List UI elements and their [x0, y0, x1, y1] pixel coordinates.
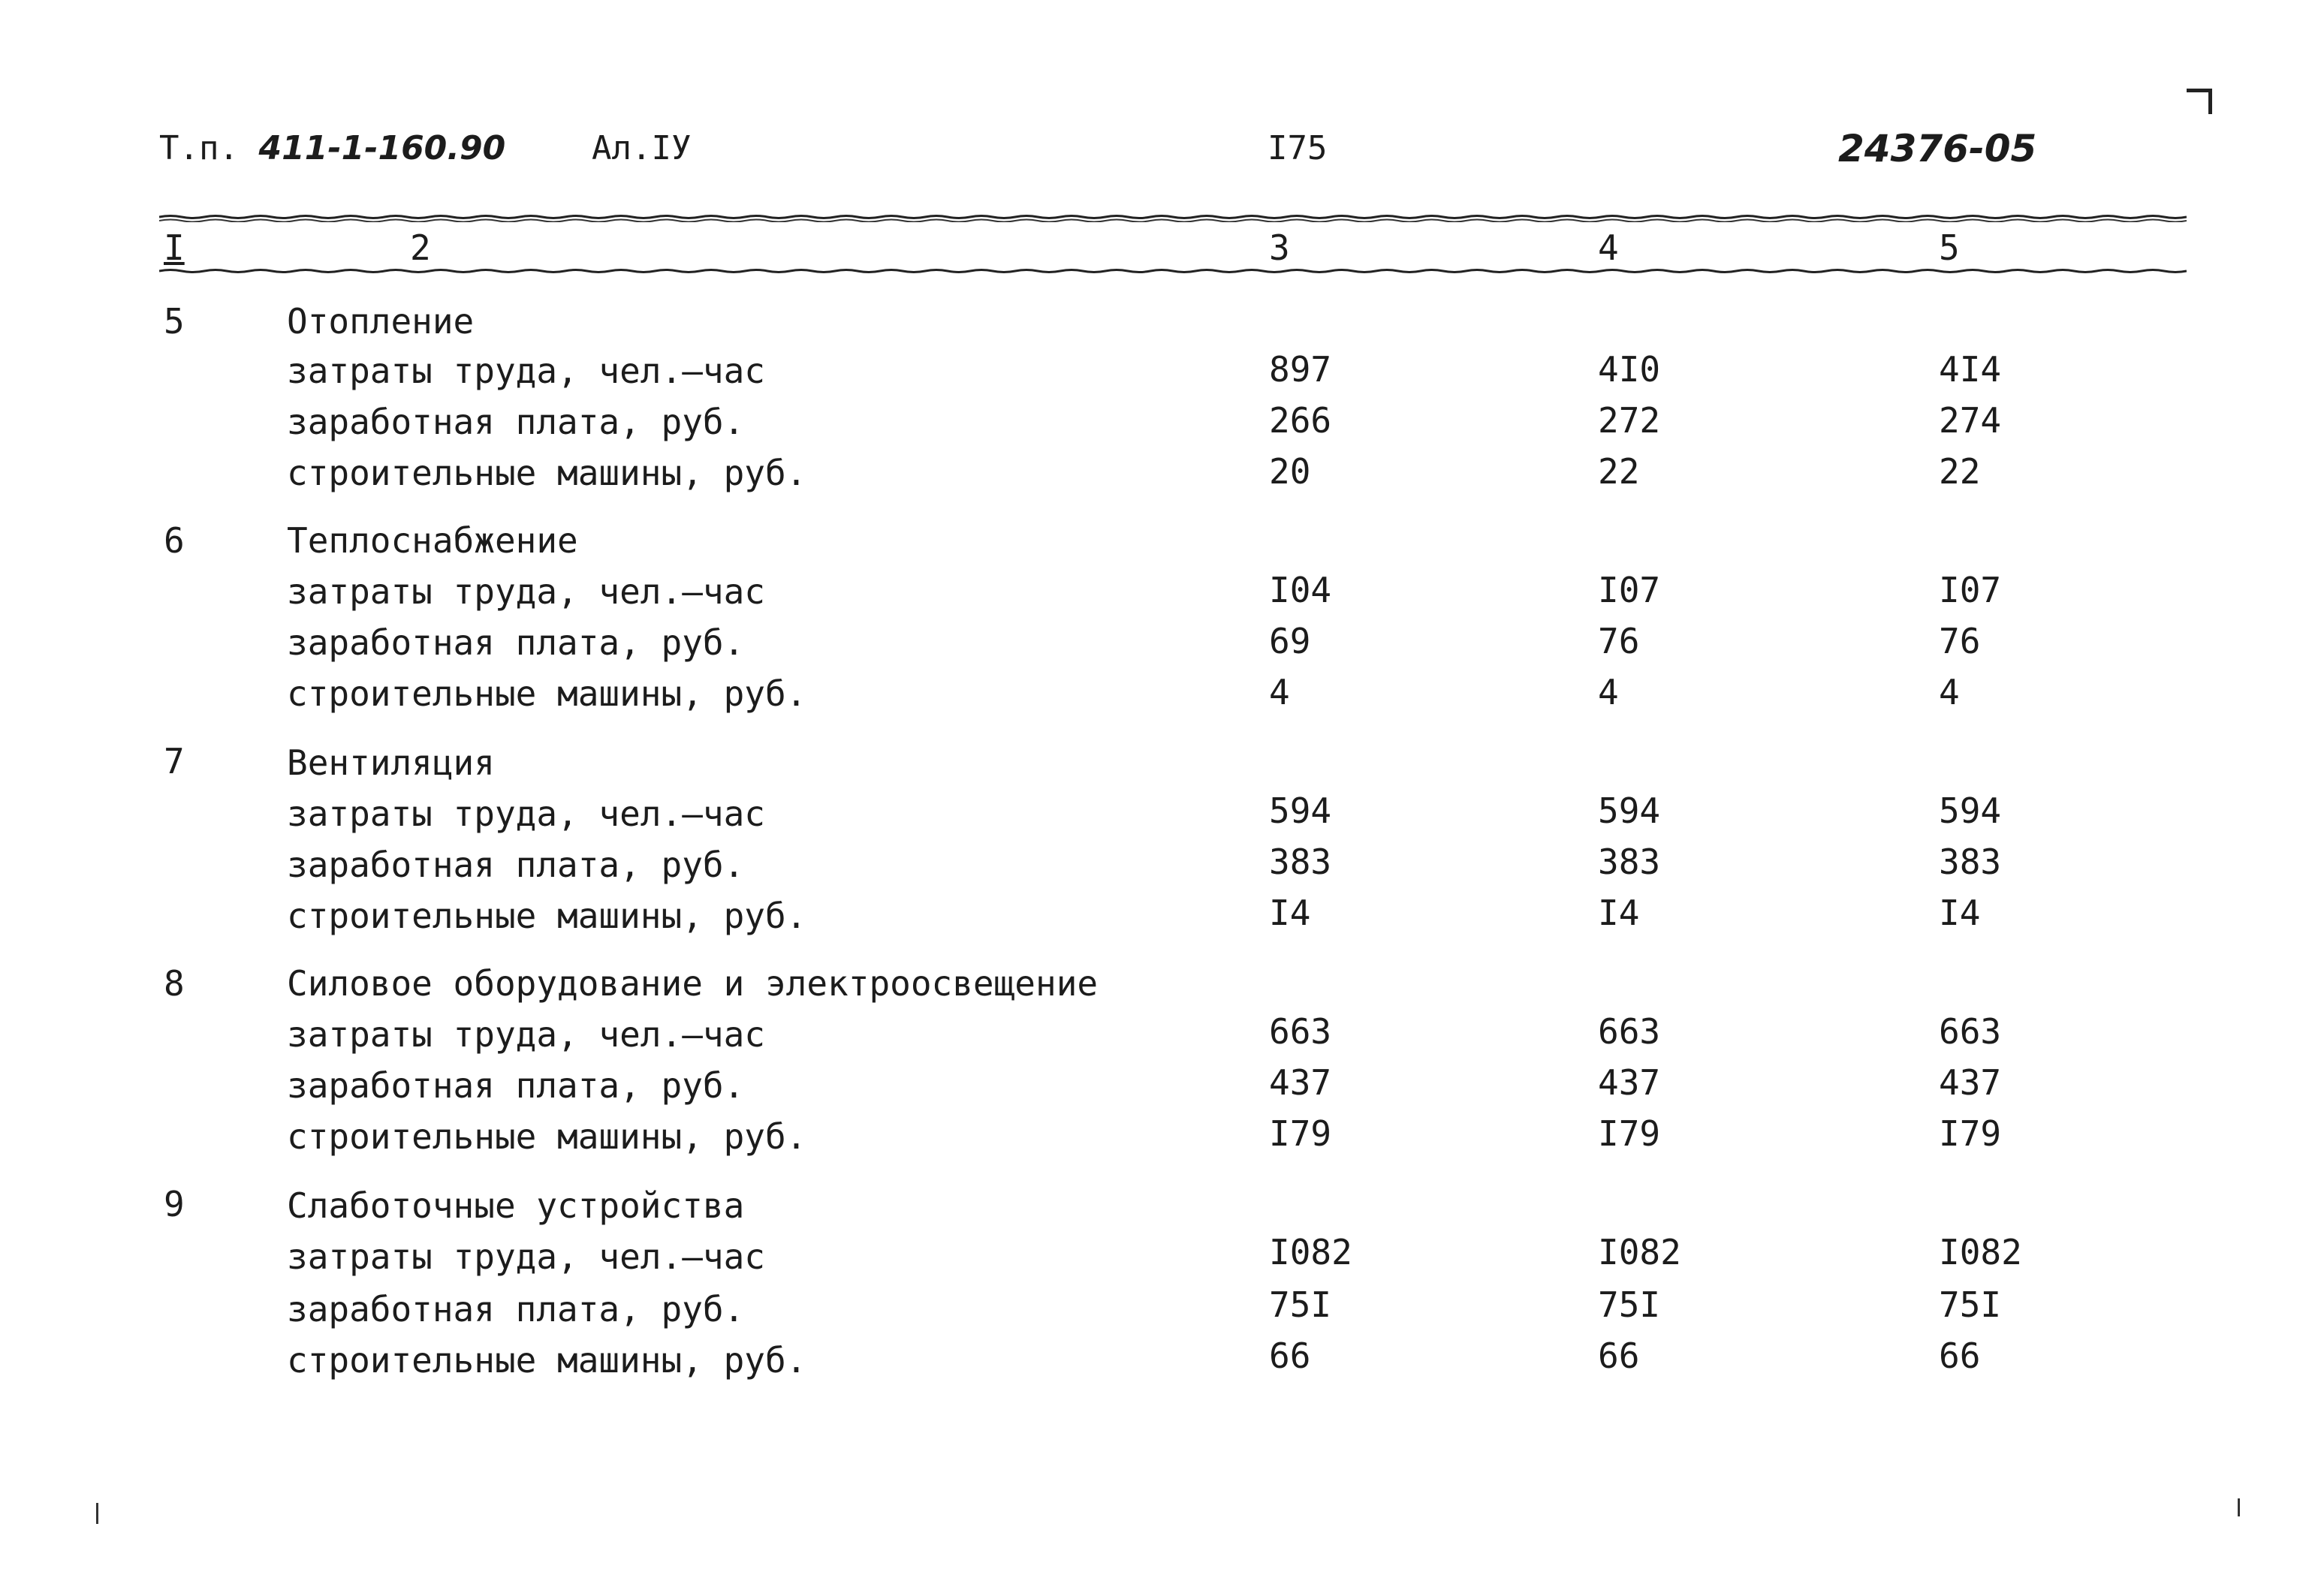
cell-col3: 437	[1269, 1062, 1332, 1103]
row-label: заработная плата, руб.	[287, 1289, 745, 1329]
cell-col3: I082	[1269, 1232, 1352, 1272]
row-label: затраты труда, чел.–час	[287, 571, 765, 612]
cell-col4: I07	[1598, 570, 1661, 610]
cell-col3: 383	[1269, 842, 1332, 882]
cell-col3: 4	[1269, 672, 1290, 712]
scan-mark-right	[2238, 1498, 2240, 1516]
row-label: строительные машины, руб.	[287, 673, 807, 714]
scan-mark-left	[96, 1503, 98, 1524]
cell-col4: 22	[1598, 451, 1640, 492]
row-label: заработная плата, руб.	[287, 845, 745, 885]
cell-col5: 594	[1939, 790, 2002, 831]
column-header-4: 4	[1598, 227, 1619, 268]
cell-col3: 75I	[1269, 1284, 1332, 1325]
cell-col4: 4	[1598, 672, 1619, 712]
cell-col3: I04	[1269, 570, 1332, 610]
album-label: Ал.IУ	[592, 129, 692, 167]
column-header-2: 2	[410, 227, 431, 268]
cell-col5: I082	[1939, 1232, 2022, 1272]
cell-col3: I79	[1269, 1113, 1332, 1154]
cell-col5: I4	[1939, 893, 1981, 933]
doc-code-handwritten: 411-1-160.90	[258, 129, 506, 167]
cell-col4: 663	[1598, 1011, 1661, 1052]
table-header-rule	[159, 267, 2187, 275]
cell-col3: 897	[1269, 349, 1332, 390]
row-label: заработная плата, руб.	[287, 622, 745, 663]
cell-col3: 663	[1269, 1011, 1332, 1052]
section-title: Теплоснабжение	[287, 520, 578, 561]
cell-col3: 266	[1269, 400, 1332, 441]
cell-col4: 66	[1598, 1336, 1640, 1376]
section-title: Слаботочные устройства	[287, 1185, 745, 1226]
column-header-3: 3	[1269, 227, 1290, 268]
row-label: затраты труда, чел.–час	[287, 351, 765, 391]
column-header-5: 5	[1939, 227, 1960, 268]
cell-col5: 383	[1939, 842, 2002, 882]
row-label: строительные машины, руб.	[287, 1116, 807, 1157]
row-label: заработная плата, руб.	[287, 1065, 745, 1106]
cell-col5: 75I	[1939, 1284, 2002, 1325]
row-label: заработная плата, руб.	[287, 402, 745, 442]
doc-code	[159, 126, 505, 171]
cell-col5: I07	[1939, 570, 2002, 610]
section-number: 7	[164, 741, 185, 781]
inventory-number: 24376-05	[1838, 127, 2037, 170]
cell-col4: 272	[1598, 400, 1661, 441]
corner-mark	[2187, 89, 2212, 114]
cell-col4: I4	[1598, 893, 1640, 933]
cell-col5: 274	[1939, 400, 2002, 441]
cell-col5: 437	[1939, 1062, 2002, 1103]
row-label: затраты труда, чел.–час	[287, 793, 765, 834]
cell-col3: 594	[1269, 790, 1332, 831]
row-label: строительные машины, руб.	[287, 1340, 807, 1381]
cell-col4: 76	[1598, 621, 1640, 661]
section-title: Отопление	[287, 301, 475, 342]
row-label: строительные машины, руб.	[287, 453, 807, 493]
cell-col5: 4I4	[1939, 349, 2002, 390]
doc-code-prefix: Т.п.	[159, 129, 239, 167]
cell-col5: 4	[1939, 672, 1960, 712]
cell-col4: 383	[1598, 842, 1661, 882]
cell-col5: 22	[1939, 451, 1981, 492]
table-top-rule	[159, 215, 2187, 222]
cell-col3: 66	[1269, 1336, 1311, 1376]
cell-col4: 4I0	[1598, 349, 1661, 390]
section-number: 6	[164, 520, 185, 561]
cell-col4: 75I	[1598, 1284, 1661, 1325]
section-title: Силовое оборудование и электроосвещение	[287, 963, 1099, 1004]
section-number: 9	[164, 1184, 185, 1224]
cell-col4: I79	[1598, 1113, 1661, 1154]
cell-col3: I4	[1269, 893, 1311, 933]
cell-col4: 594	[1598, 790, 1661, 831]
cell-col5: 663	[1939, 1011, 2002, 1052]
row-label: затраты труда, чел.–час	[287, 1014, 765, 1055]
cell-col3: 69	[1269, 621, 1311, 661]
row-label: затраты труда, чел.–час	[287, 1236, 765, 1277]
section-title: Вентиляция	[287, 742, 495, 783]
cell-col5: 66	[1939, 1336, 1981, 1376]
page-number: I75	[1268, 129, 1328, 167]
cell-col3: 20	[1269, 451, 1311, 492]
section-number: 8	[164, 963, 185, 1004]
column-header-1: I	[164, 227, 185, 268]
section-number: 5	[164, 301, 185, 342]
cell-col5: 76	[1939, 621, 1981, 661]
row-label: строительные машины, руб.	[287, 896, 807, 936]
cell-col4: 437	[1598, 1062, 1661, 1103]
cell-col4: I082	[1598, 1232, 1681, 1272]
cell-col5: I79	[1939, 1113, 2002, 1154]
